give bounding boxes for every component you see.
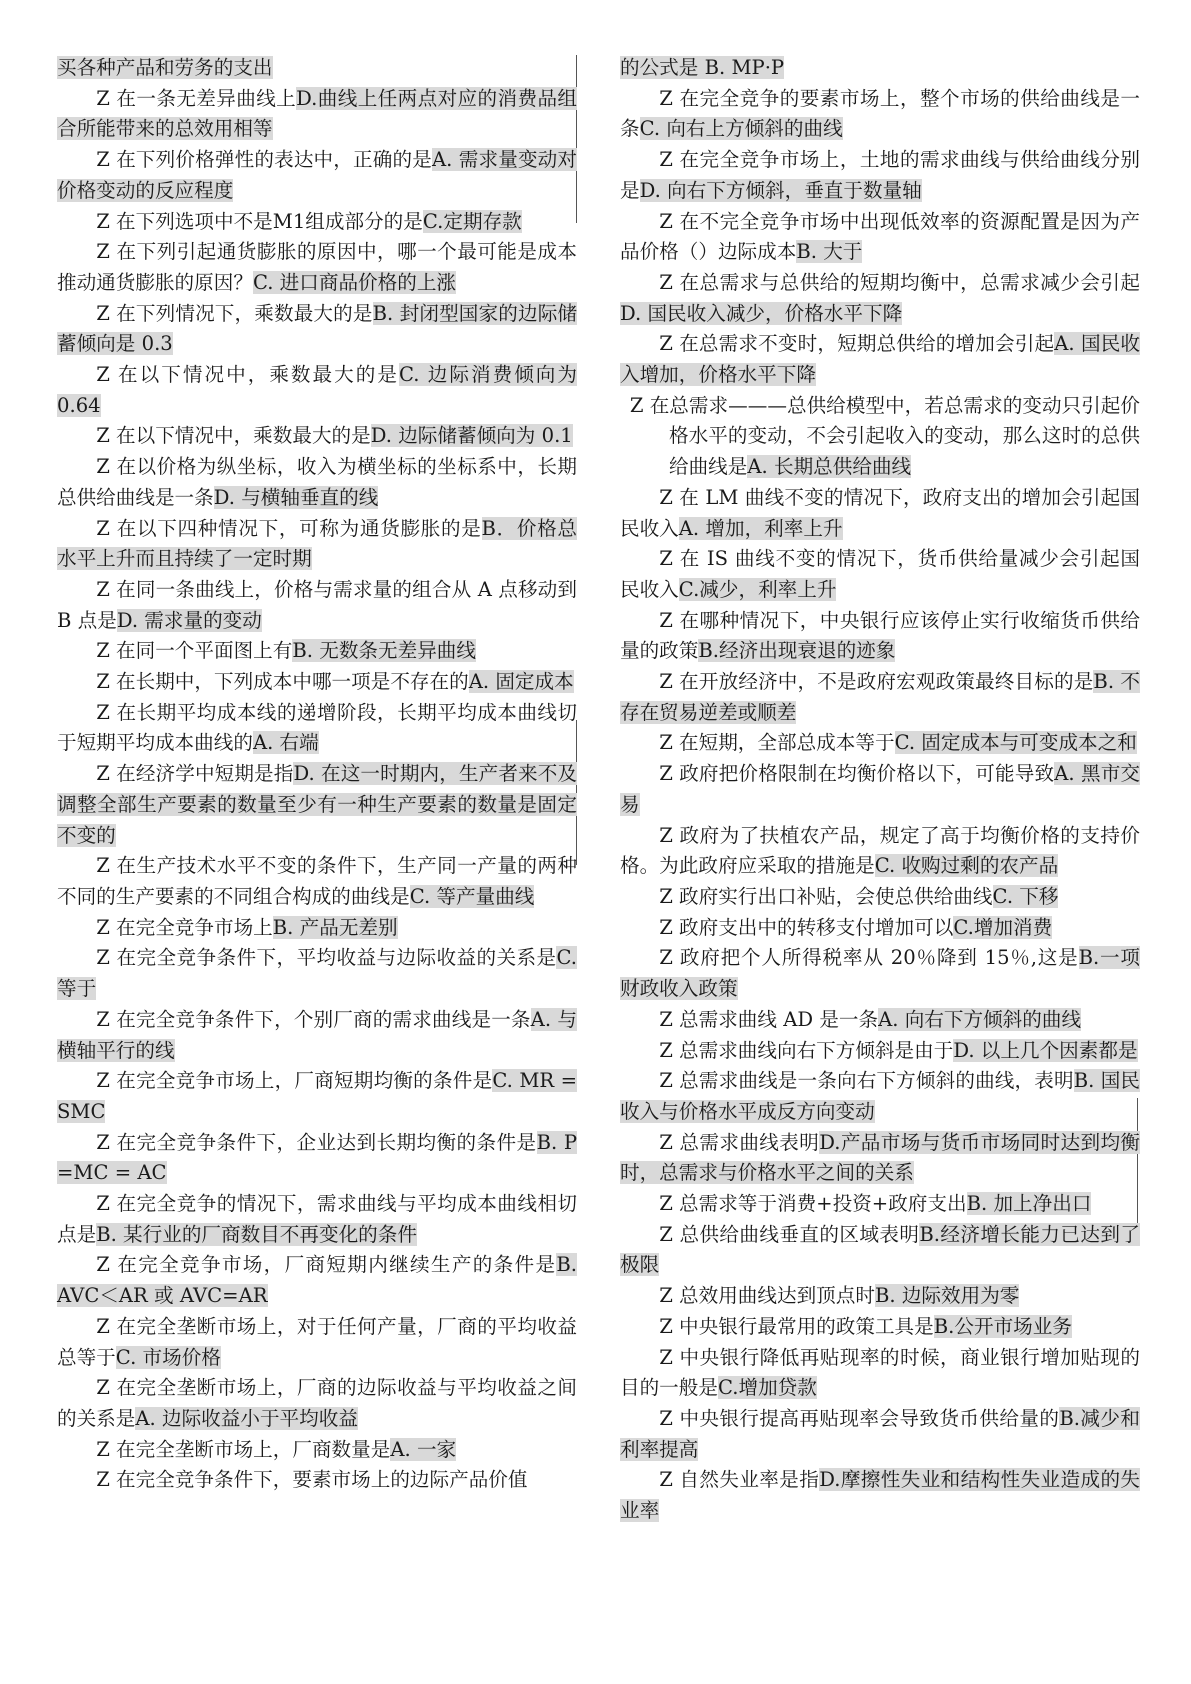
answer-highlight: C. 收购过剩的农产品 — [874, 854, 1059, 878]
question-item — [620, 1128, 1140, 1189]
item-marker: Z — [629, 393, 650, 417]
question-item — [57, 421, 577, 452]
question-item — [620, 1404, 1140, 1465]
question-item — [620, 606, 1140, 667]
question-text: 总供给曲线垂直的区域表明 — [679, 1222, 920, 1246]
question-item — [620, 1066, 1140, 1127]
answer-highlight: A. 国民收入增加，价格水平下降 — [620, 332, 1141, 387]
question-text: 在同一条曲线上，价格与需求量的组合从 A 点移动到 B 点是 — [57, 577, 577, 632]
item-marker: Z — [659, 1007, 680, 1031]
question-text: 在 LM 曲线不变的情况下，政府支出的增加会引起国民收入 — [620, 485, 1140, 540]
question-text: 总需求曲线向右下方倾斜是由于 — [679, 1038, 954, 1062]
question-text: 政府支出中的转移支付增加可以 — [679, 915, 954, 939]
question-item — [57, 145, 577, 206]
answer-highlight: B. 加上净出口 — [966, 1192, 1092, 1216]
question-item — [620, 728, 1140, 759]
item-marker: Z — [659, 270, 680, 294]
answer-highlight: C.减少，利率上升 — [678, 577, 837, 601]
question-item — [57, 575, 577, 636]
item-marker: Z — [659, 86, 680, 110]
answer-highlight: B．价格总水平上升而且持续了一定时期 — [57, 516, 578, 571]
answer-highlight: B.经济增长能力已达到了极限 — [620, 1222, 1140, 1277]
item-marker: Z — [96, 946, 117, 970]
question-item — [620, 1281, 1140, 1312]
item-marker: Z — [96, 577, 117, 601]
question-text: 政府把价格限制在均衡价格以下，可能导致 — [679, 762, 1055, 786]
item-marker: Z — [659, 332, 680, 356]
answer-highlight: D. 与横轴垂直的线 — [213, 485, 379, 509]
question-item — [620, 882, 1140, 913]
answer-highlight: B. 产品无差别 — [272, 915, 398, 939]
question-text: 在以价格为纵坐标，收入为横坐标的坐标系中，长期总供给曲线是一条 — [57, 455, 578, 509]
question-item — [57, 1066, 577, 1127]
item-marker: Z — [659, 1406, 680, 1430]
question-text: 在同一个平面图上有 — [116, 639, 293, 663]
item-marker: Z — [96, 639, 117, 663]
answer-highlight: D.摩擦性失业和结构性失业造成的失业率 — [620, 1468, 1141, 1523]
item-marker: Z — [659, 547, 680, 571]
item-marker: Z — [659, 148, 680, 172]
question-text: 在长期中，下列成本中哪一项是不存在的 — [116, 670, 469, 694]
question-text: 在完全竞争的情况下，需求曲线与平均成本曲线相切点是 — [57, 1192, 578, 1246]
question-text: 在完全竞争的要素市场上，整个市场的供给曲线是一条 — [620, 86, 1141, 141]
answer-highlight: C.定期存款 — [422, 209, 522, 233]
question-text: 在经济学中短期是指 — [116, 762, 294, 786]
question-text: 在完全竞争市场上，厂商短期均衡的条件是 — [116, 1069, 493, 1093]
question-text: 在下列引起通货膨胀的原因中，哪一个最可能是成本推动通货膨胀的原因？ — [57, 240, 578, 294]
question-text: 在下列情况下，乘数最大的是 — [116, 301, 373, 325]
question-text: 在 IS 曲线不变的情况下，货币供给量减少会引起国民收入 — [620, 547, 1141, 601]
item-marker: Z — [659, 670, 680, 694]
item-marker: Z — [96, 670, 117, 694]
question-item — [620, 1189, 1140, 1220]
answer-highlight: A. 固定成本 — [468, 670, 574, 694]
question-text: 在完全竞争条件下，企业达到长期均衡的条件是 — [116, 1130, 537, 1154]
answer-highlight: D. 边际储蓄倾向为 0.1 — [370, 424, 573, 448]
question-text: 在完全竞争条件下，个别厂商的需求曲线是一条 — [116, 1007, 531, 1031]
right-column — [620, 53, 1140, 1527]
item-marker: Z — [659, 1284, 680, 1308]
item-marker: Z — [96, 86, 117, 110]
question-item — [57, 698, 577, 759]
answer-highlight: A. 向右下方倾斜的曲线 — [878, 1007, 1082, 1031]
answer-highlight: B. 边际效用为零 — [874, 1284, 1020, 1308]
question-item — [57, 360, 577, 421]
item-marker: Z — [96, 1007, 117, 1031]
question-text: 在短期，全部总成本等于 — [679, 731, 895, 755]
answer-highlight: D. 国民收入减少，价格水平下降 — [620, 301, 903, 325]
answer-highlight: B. 大于 — [796, 240, 863, 264]
item-marker: Z — [659, 1468, 680, 1492]
question-text: 在完全竞争市场，厂商短期内继续生产的条件是 — [117, 1253, 557, 1277]
item-marker: Z — [96, 854, 117, 878]
item-marker: Z — [659, 762, 680, 786]
answer-highlight: D.产品市场与货币市场同时达到均衡时，总需求与价格水平之间的关系 — [620, 1130, 1141, 1185]
question-text: 在总需求不变时，短期总供给的增加会引起 — [679, 332, 1055, 356]
answer-highlight: D. 在这一时期内，生产者来不及调整全部生产要素的数量至少有一种生产要素的数量是固定不变的 — [57, 762, 578, 847]
answer-highlight: D. 向右下方倾斜，垂直于数量轴 — [639, 178, 922, 202]
item-marker: Z — [659, 1345, 680, 1369]
question-item — [57, 53, 577, 84]
question-text: 总需求曲线是一条向右下方倾斜的曲线，表明 — [679, 1069, 1074, 1093]
answer-highlight: 买各种产品和劳务的支出 — [57, 56, 273, 79]
answer-highlight: B.经济出现衰退的迹象 — [698, 639, 896, 663]
answer-highlight: B. AVC＜AR 或 AVC=AR — [57, 1253, 578, 1308]
left-column — [57, 53, 577, 1496]
answer-highlight: B. 无数条无差异曲线 — [292, 639, 476, 663]
item-marker: Z — [659, 1038, 680, 1062]
item-marker: Z — [96, 1130, 117, 1154]
question-item — [620, 268, 1140, 329]
item-marker: Z — [96, 1069, 117, 1093]
question-item — [620, 544, 1140, 605]
question-item — [620, 1220, 1140, 1281]
question-text: 在以下四种情况下，可称为通货膨胀的是 — [116, 516, 482, 540]
question-text: 在完全竞争市场上，土地的需求曲线与供给曲线分别是 — [620, 148, 1141, 202]
answer-highlight: C. 进口商品价格的上涨 — [252, 270, 457, 294]
question-text: 政府为了扶植农产品，规定了高于均衡价格的支持价格。为此政府应采取的措施是 — [620, 823, 1141, 878]
question-item — [57, 943, 577, 1004]
item-marker: Z — [96, 363, 119, 387]
question-text: 在一条无差异曲线上 — [116, 86, 297, 110]
question-text: 在完全竞争市场上 — [116, 915, 273, 939]
item-marker: Z — [96, 1253, 118, 1277]
item-marker: Z — [96, 1468, 117, 1492]
item-marker: Z — [659, 823, 680, 847]
answer-highlight: A. 一家 — [390, 1437, 457, 1461]
question-item — [57, 1250, 577, 1311]
answer-highlight: B.一项财政收入政策 — [620, 946, 1140, 1001]
question-text: 在完全垄断市场上，厂商数量是 — [116, 1437, 391, 1461]
question-item — [57, 851, 577, 912]
answer-highlight: B. P =MC = AC — [57, 1130, 578, 1185]
answer-highlight: A. 黑市交易 — [620, 762, 1141, 816]
question-item — [620, 391, 1140, 483]
question-text: 在下列价格弹性的表达中，正确的是 — [116, 148, 432, 172]
answer-highlight: A. 与横轴平行的线 — [57, 1007, 578, 1062]
question-text: 在总需求与总供给的短期均衡中，总需求减少会引起 — [679, 270, 1141, 294]
question-item — [57, 299, 577, 360]
question-item — [57, 1128, 577, 1189]
item-marker: Z — [96, 424, 117, 448]
question-text: 总需求曲线 AD 是一条 — [679, 1007, 879, 1031]
question-text: 在完全竞争条件下，平均收益与边际收益的关系是 — [116, 946, 557, 970]
question-item — [57, 667, 577, 698]
question-text: 中央银行降低再贴现率的时候，商业银行增加贴现的目的一般是 — [620, 1345, 1141, 1400]
item-marker: Z — [96, 700, 117, 724]
question-item — [620, 1005, 1140, 1036]
answer-highlight: B. 不存在贸易逆差或顺差 — [620, 670, 1141, 724]
answer-highlight: D. 以上几个因素都是 — [953, 1038, 1138, 1062]
question-item — [57, 1373, 577, 1434]
question-item — [620, 53, 1140, 84]
answer-highlight: C. 下移 — [992, 884, 1059, 908]
question-item — [57, 1312, 577, 1373]
item-marker: Z — [96, 455, 117, 479]
question-item — [57, 84, 577, 145]
question-text: 总需求曲线表明 — [679, 1130, 820, 1154]
question-item — [57, 759, 577, 851]
question-item — [620, 1465, 1140, 1526]
item-marker: Z — [96, 516, 117, 540]
item-marker: Z — [659, 1192, 680, 1216]
answer-highlight: B.公开市场业务 — [933, 1314, 1072, 1338]
question-item — [620, 1036, 1140, 1067]
question-item — [57, 1435, 577, 1466]
question-text: 政府把个人所得税率从 20％降到 15％,这是 — [679, 946, 1079, 970]
question-item — [620, 1312, 1140, 1343]
question-text: 在总需求———总供给模型中，若总需求的变动只引起价格水平的变动，不会引起收入的变动，那么这时的总供给曲线是 — [649, 393, 1141, 479]
question-text: 在长期平均成本线的递增阶段，长期平均成本曲线切于短期平均成本曲线的 — [57, 700, 578, 755]
item-marker: Z — [96, 762, 117, 786]
question-item — [57, 1189, 577, 1250]
question-item — [57, 452, 577, 513]
question-text: 在完全竞争条件下，要素市场上的边际产品价值 — [116, 1468, 528, 1492]
question-item — [620, 483, 1140, 544]
question-item — [620, 759, 1140, 820]
item-marker: Z — [96, 1376, 117, 1400]
question-item — [57, 207, 577, 238]
question-item — [57, 514, 577, 575]
question-text: 中央银行提高再贴现率会导致货币供给量的 — [679, 1406, 1060, 1430]
item-marker: Z — [659, 915, 680, 939]
question-text: 在完全垄断市场上，对于任何产量，厂商的平均收益总等于 — [57, 1314, 578, 1369]
item-marker: Z — [96, 1437, 117, 1461]
question-item — [57, 237, 577, 298]
question-item — [620, 1343, 1140, 1404]
question-text: 自然失业率是指 — [679, 1468, 820, 1492]
item-marker: Z — [659, 1130, 680, 1154]
item-marker: Z — [659, 731, 680, 755]
item-marker: Z — [96, 301, 117, 325]
answer-highlight: A. 增加，利率上升 — [678, 516, 843, 540]
question-item — [57, 1005, 577, 1066]
answer-highlight: A. 右端 — [252, 731, 319, 755]
item-marker: Z — [96, 240, 117, 264]
question-item — [620, 145, 1140, 206]
question-text: 在以下情况中，乘数最大的是 — [116, 424, 371, 448]
item-marker: Z — [659, 608, 680, 632]
item-marker: Z — [659, 209, 680, 233]
item-marker: Z — [96, 1314, 117, 1338]
question-item — [620, 913, 1140, 944]
question-text: 政府实行出口补贴，会使总供给曲线 — [679, 884, 993, 908]
item-marker: Z — [96, 1192, 117, 1216]
question-text: 在哪种情况下，中央银行应该停止实行收缩货币供给量的政策 — [620, 608, 1141, 663]
answer-highlight: C. 市场价格 — [115, 1345, 221, 1369]
question-item — [620, 207, 1140, 268]
answer-highlight: A. 长期总供给曲线 — [747, 455, 912, 479]
question-item — [620, 667, 1140, 728]
item-marker: Z — [96, 209, 117, 233]
item-marker: Z — [659, 946, 680, 970]
answer-highlight: 的公式是 B. MP·P — [620, 56, 785, 79]
question-text: 中央银行最常用的政策工具是 — [679, 1314, 934, 1338]
item-marker: Z — [659, 1222, 680, 1246]
item-marker: Z — [96, 148, 117, 172]
question-text: 在不完全竞争市场中出现低效率的资源配置是因为产品价格（）边际成本 — [620, 209, 1141, 264]
question-item — [57, 1465, 577, 1496]
question-text: 总需求等于消费+投资+政府支出 — [679, 1192, 967, 1216]
item-marker: Z — [659, 1069, 680, 1093]
answer-highlight: B.减少和利率提高 — [620, 1406, 1140, 1461]
answer-highlight: C. 向右上方倾斜的曲线 — [639, 117, 843, 141]
question-item — [620, 821, 1140, 882]
answer-highlight: C.增加消费 — [953, 915, 1053, 939]
question-text: 总效用曲线达到顶点时 — [679, 1284, 875, 1308]
answer-highlight: C. 等产量曲线 — [409, 884, 535, 908]
answer-highlight: C. 等于 — [57, 946, 578, 1001]
answer-highlight: C. MR = SMC — [57, 1069, 577, 1123]
answer-highlight: C.增加贷款 — [717, 1376, 817, 1400]
answer-highlight: B. 国民收入与价格水平成反方向变动 — [620, 1069, 1141, 1123]
item-marker: Z — [96, 915, 117, 939]
answer-highlight: C. 固定成本与可变成本之和 — [894, 731, 1137, 755]
question-text: 在开放经济中，不是政府宏观政策最终目标的是 — [679, 670, 1094, 694]
question-item — [57, 913, 577, 944]
answer-highlight: B. 某行业的厂商数目不再变化的条件 — [96, 1222, 417, 1246]
item-marker: Z — [659, 485, 680, 509]
item-marker: Z — [659, 1314, 680, 1338]
answer-highlight: A. 需求量变动对价格变动的反应程度 — [57, 148, 578, 202]
question-text: 在以下情况中，乘数最大的是 — [118, 363, 399, 387]
question-item — [620, 329, 1140, 390]
answer-highlight: C. 边际消费倾向为 0.64 — [57, 363, 578, 417]
item-marker: Z — [659, 884, 680, 908]
answer-highlight: D.曲线上任两点对应的消费品组合所能带来的总效用相等 — [57, 86, 578, 141]
question-item — [620, 84, 1140, 145]
answer-highlight: A. 边际收益小于平均收益 — [135, 1406, 358, 1430]
question-item — [620, 943, 1140, 1004]
question-text: 在下列选项中不是M1组成部分的是 — [116, 209, 423, 233]
question-text: 在完全垄断市场上，厂商的边际收益与平均收益之间的关系是 — [57, 1376, 578, 1430]
answer-highlight: B. 封闭型国家的边际储蓄倾向是 0.3 — [57, 301, 578, 356]
answer-highlight: D. 需求量的变动 — [116, 608, 262, 632]
question-item — [57, 636, 577, 667]
question-text: 在生产技术水平不变的条件下，生产同一产量的两种不同的生产要素的不同组合构成的曲线是 — [57, 854, 578, 908]
